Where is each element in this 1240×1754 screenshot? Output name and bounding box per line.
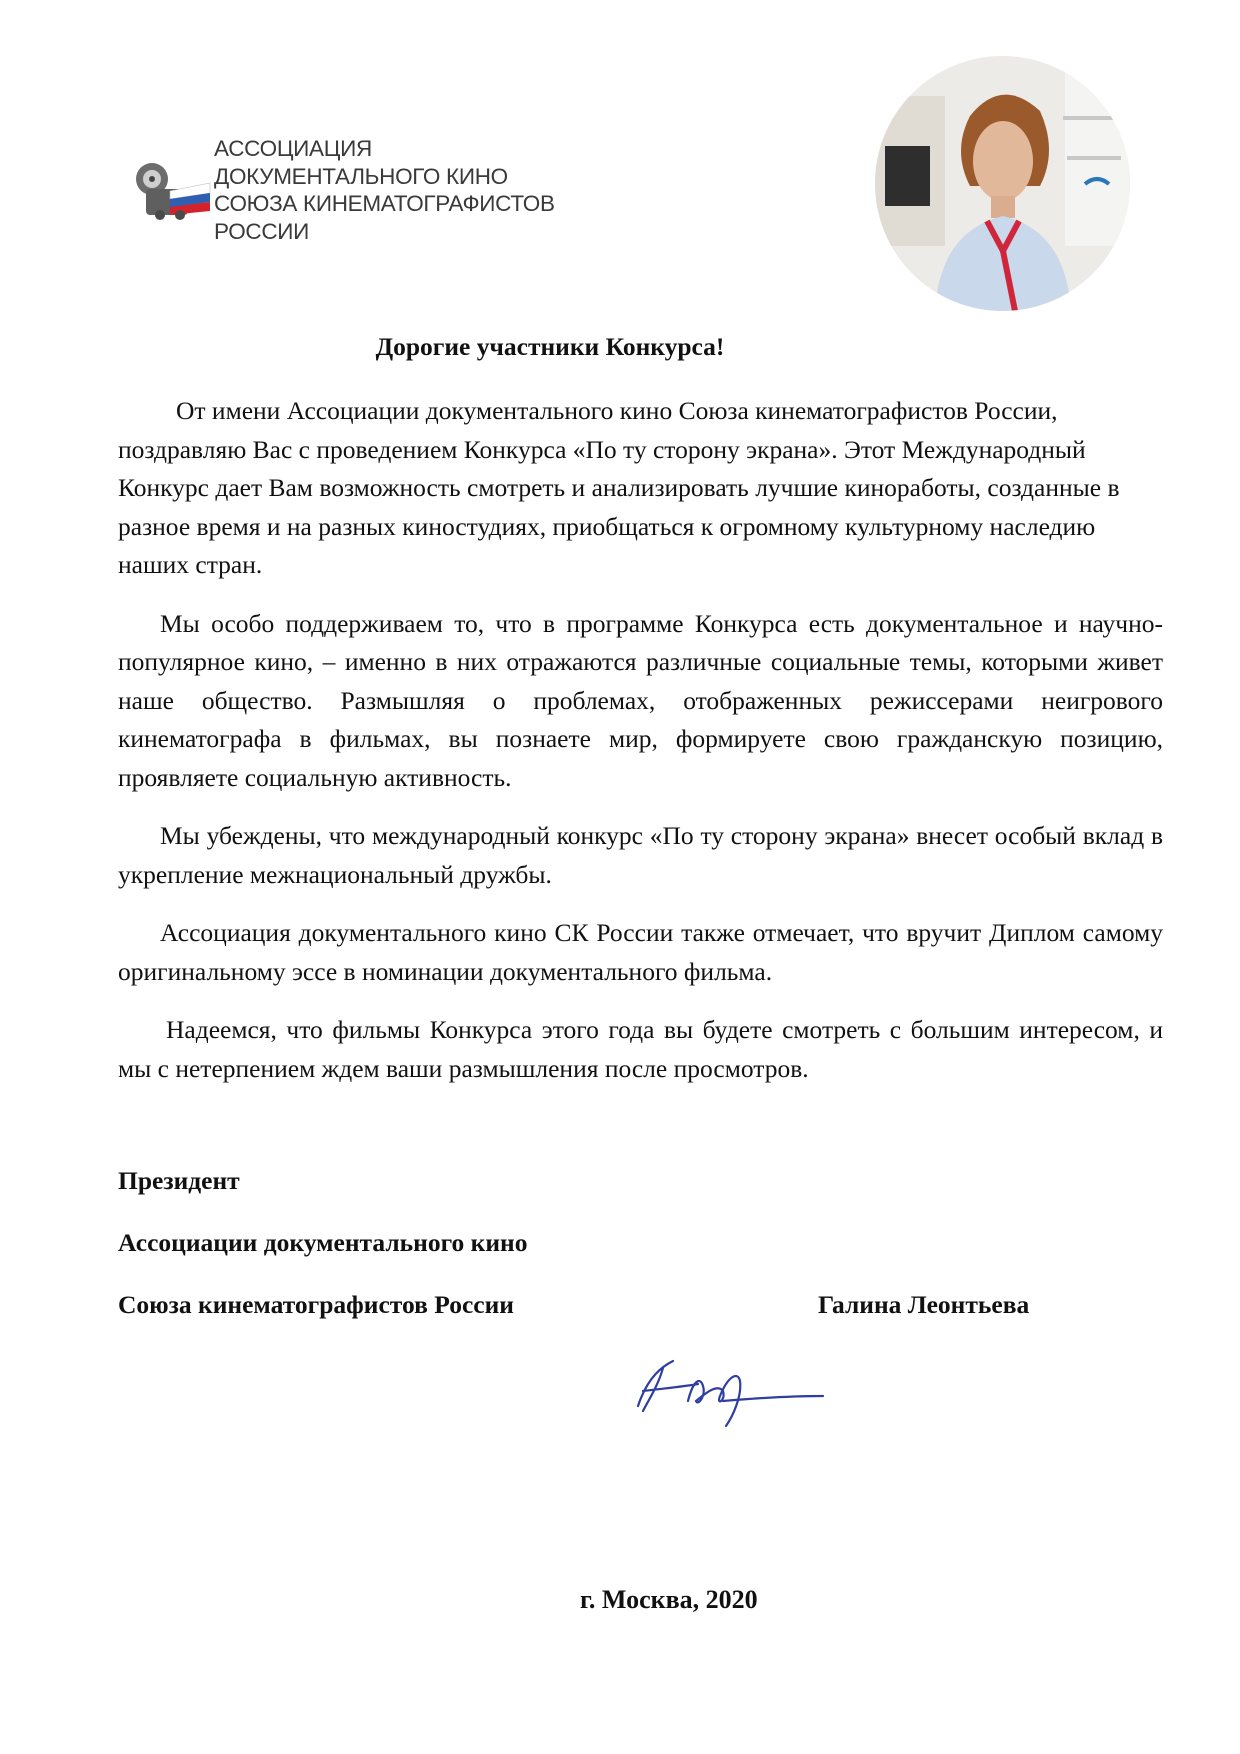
paragraph-2: Мы особо поддерживаем то, что в программе Конкурса есть документальное и научно-популярное кино, – именно в них отражаются различные социальные темы, которыми живет наше общество. Размышляя о проблемах, отображенных режиссерами неигрового кинематографа в фильмах, вы познаете мир, формируете свою гражданскую позицию, проявляете социальную активность. bbox=[118, 608, 1163, 792]
signer-title-3: Союза кинематографистов России bbox=[118, 1290, 514, 1319]
letter-body bbox=[118, 392, 1163, 1088]
paragraph-5: Надеемся, что фильмы Конкурса этого года вы будете смотреть с большим интересом, и мы с нетерпением ждем ваши размышления после просмотров. bbox=[118, 1015, 1163, 1083]
signer-title-2: Ассоциации документального кино bbox=[118, 1228, 528, 1257]
paragraph-4: Ассоциация документального кино СК России также отмечает, что вручит Диплом самому оригинальному эссе в номинации документального фильма. bbox=[118, 918, 1163, 986]
portrait-photo bbox=[875, 56, 1130, 311]
greeting-heading: Дорогие участники Конкурса! bbox=[375, 332, 725, 361]
handwritten-signature bbox=[628, 1346, 828, 1436]
place-and-date: г. Москва, 2020 bbox=[580, 1585, 758, 1614]
film-camera-icon bbox=[130, 153, 215, 223]
logo-line-3: СОЮЗА КИНЕМАТОГРАФИСТОВ bbox=[214, 191, 555, 216]
logo-line-2: ДОКУМЕНТАЛЬНОГО КИНО bbox=[214, 163, 508, 189]
association-logo bbox=[130, 135, 590, 255]
paragraph-3: Мы убеждены, что международный конкурс «По ту сторону экрана» внесет особый вклад в укрепление межнациональный дружбы. bbox=[118, 821, 1163, 889]
signer-name: Галина Леонтьева bbox=[818, 1290, 1030, 1319]
signer-title-1: Президент bbox=[118, 1166, 240, 1195]
logo-line-4: РОССИИ bbox=[214, 218, 310, 244]
logo-line-1: АССОЦИАЦИЯ bbox=[214, 136, 372, 161]
paragraph-1: От имени Ассоциации документального кино Союза кинематографистов России, поздравляю Вас с проведением Конкурса «По ту сторону экрана». Этот Международный Конкурс дает Вам возможность смотреть и анализировать лучшие киноработы, созданные в разное время и на разных киностудиях, приобщаться к огромному культурному наследию наших стран. bbox=[118, 396, 1120, 579]
